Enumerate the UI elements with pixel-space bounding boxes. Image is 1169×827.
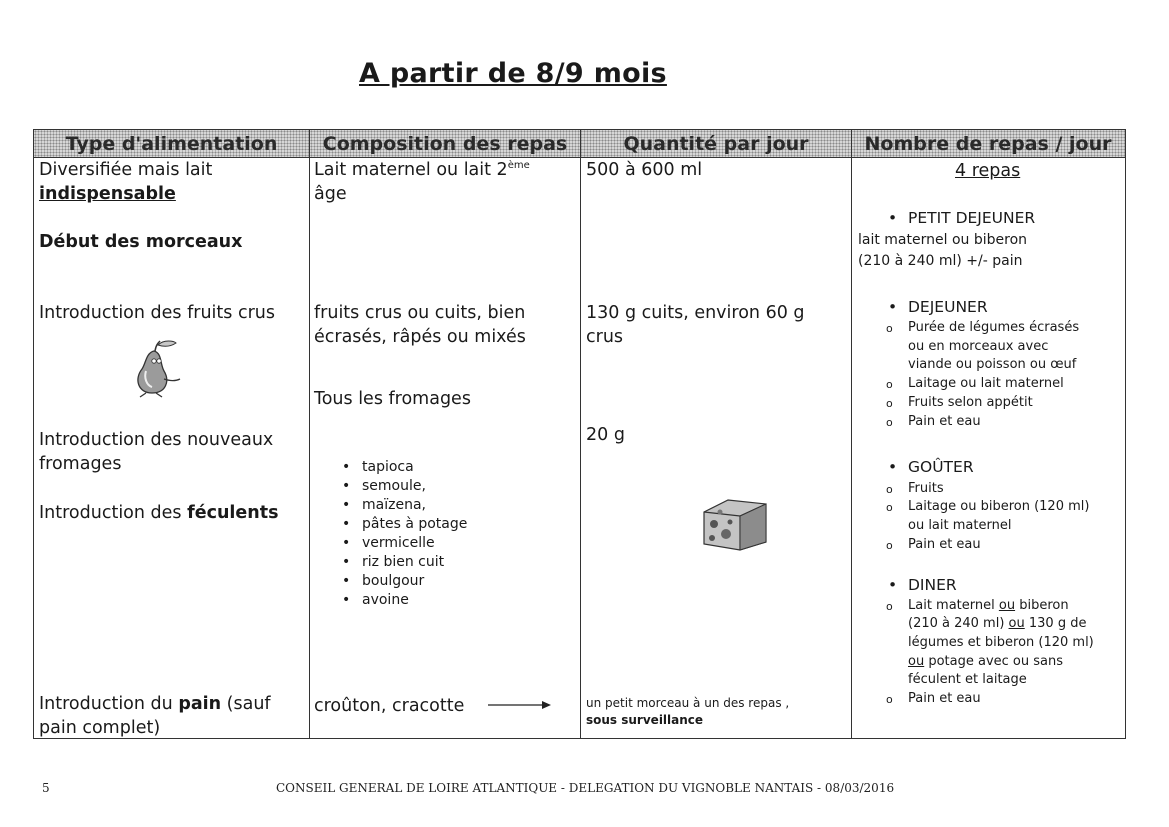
type-feculents-prefix: Introduction des: [39, 503, 188, 523]
type-pain-prefix: Introduction du: [39, 694, 179, 714]
list-item: o Laitage ou biberon (120 ml): [908, 499, 1089, 514]
diner-text: potage avec ou sans: [924, 654, 1064, 669]
qte-lait: 500 à 600 ml: [586, 160, 703, 180]
type-pain-suffix: (sauf: [221, 694, 271, 714]
header-quantite: Quantité par jour: [623, 133, 809, 155]
compo-fromages: Tous les fromages: [314, 389, 471, 409]
list-item-cont: ou en morceaux avec: [908, 339, 1049, 354]
list-item-cont: féculent et laitage: [908, 672, 1027, 687]
header-composition: Composition des repas: [322, 133, 568, 155]
footer-text: CONSEIL GENERAL DE LOIRE ATLANTIQUE - DELEGATION DU VIGNOBLE NANTAIS - 08/03/2016: [276, 781, 895, 795]
column-divider: [580, 130, 581, 738]
list-item-cont: [908, 616, 1086, 631]
compo-lait-age: âge: [314, 184, 347, 204]
compo-fruits-line2: écrasés, râpés ou mixés: [314, 327, 526, 347]
qte-fruits-line2: crus: [586, 327, 624, 347]
repas-dejeuner: • DEJEUNER: [908, 298, 988, 316]
type-diversifiee: Diversifiée mais lait: [39, 160, 213, 180]
header-nombre: Nombre de repas / jour: [864, 133, 1112, 155]
list-item: o Pain et eau: [908, 691, 981, 706]
list-item: • vermicelle: [362, 535, 435, 551]
type-feculents-bold: féculents: [187, 503, 279, 523]
repas-count: 4 repas: [955, 161, 1021, 181]
repas-pd-line1: lait maternel ou biberon: [858, 232, 1028, 248]
list-item-cont: [908, 654, 1063, 669]
diner-text: (210 à 240 ml): [908, 616, 1009, 631]
list-item: o Pain et eau: [908, 414, 981, 429]
type-debut-morceaux: Début des morceaux: [39, 232, 243, 252]
type-fromages-line1: Introduction des nouveaux: [39, 430, 274, 450]
list-item-cont: ou lait maternel: [908, 518, 1012, 533]
type-fromages-line2: fromages: [39, 454, 122, 474]
diner-text: Lait maternel: [908, 598, 999, 613]
list-item: • riz bien cuit: [362, 554, 444, 570]
type-indispensable: indispensable: [39, 184, 176, 204]
list-item-cont: légumes et biberon (120 ml): [908, 635, 1094, 650]
type-feculents: [39, 503, 279, 523]
diner-ou: ou: [998, 598, 1016, 613]
page-title: A partir de 8/9 mois: [359, 58, 667, 89]
type-fruits-crus: Introduction des fruits crus: [39, 303, 275, 323]
list-item: • maïzena,: [362, 497, 426, 513]
diner-ou: ou: [1008, 616, 1025, 631]
list-item: • tapioca: [362, 459, 414, 475]
list-item: • semoule,: [362, 478, 426, 494]
arrow-right-icon: [488, 699, 554, 711]
compo-lait: [314, 160, 530, 180]
diner-text: biberon: [1015, 598, 1069, 613]
diner-text: 130 g de: [1024, 616, 1087, 631]
diner-ou: ou: [908, 654, 925, 669]
qte-pain-line1: un petit morceau à un des repas ,: [586, 696, 790, 710]
repas-pd-line2: (210 à 240 ml) +/- pain: [858, 253, 1023, 269]
list-item: o Pain et eau: [908, 537, 981, 552]
column-divider: [851, 130, 852, 738]
list-item: • avoine: [362, 592, 409, 608]
list-item: [908, 598, 1069, 613]
compo-lait-text: Lait maternel ou lait 2: [314, 160, 508, 180]
repas-diner: • DINER: [908, 576, 957, 594]
cheese-icon: [700, 494, 772, 554]
compo-crouton: croûton, cracotte: [314, 696, 465, 716]
pear-icon: [124, 337, 186, 399]
column-divider: [309, 130, 310, 738]
compo-lait-sup: ème: [507, 160, 530, 172]
qte-fruits-line1: 130 g cuits, environ 60 g: [586, 303, 805, 323]
list-item: o Fruits selon appétit: [908, 395, 1033, 410]
qte-pain-line2: sous surveillance: [586, 713, 704, 727]
list-item: • pâtes à potage: [362, 516, 467, 532]
qte-fromage: 20 g: [586, 425, 625, 445]
type-pain-bold: pain: [178, 694, 222, 714]
page-number: 5: [42, 781, 50, 795]
type-pain: [39, 694, 271, 714]
type-pain-line2: pain complet): [39, 718, 161, 738]
list-item: • boulgour: [362, 573, 424, 589]
list-item: o Purée de légumes écrasés: [908, 320, 1079, 335]
compo-fruits-line1: fruits crus ou cuits, bien: [314, 303, 526, 323]
repas-gouter: • GOÛTER: [908, 458, 974, 476]
repas-petit-dejeuner: • PETIT DEJEUNER: [908, 209, 1035, 227]
list-item: o Fruits: [908, 481, 944, 496]
list-item-cont: viande ou poisson ou œuf: [908, 357, 1077, 372]
list-item: o Laitage ou lait maternel: [908, 376, 1064, 391]
header-type: Type d'alimentation: [65, 133, 278, 155]
